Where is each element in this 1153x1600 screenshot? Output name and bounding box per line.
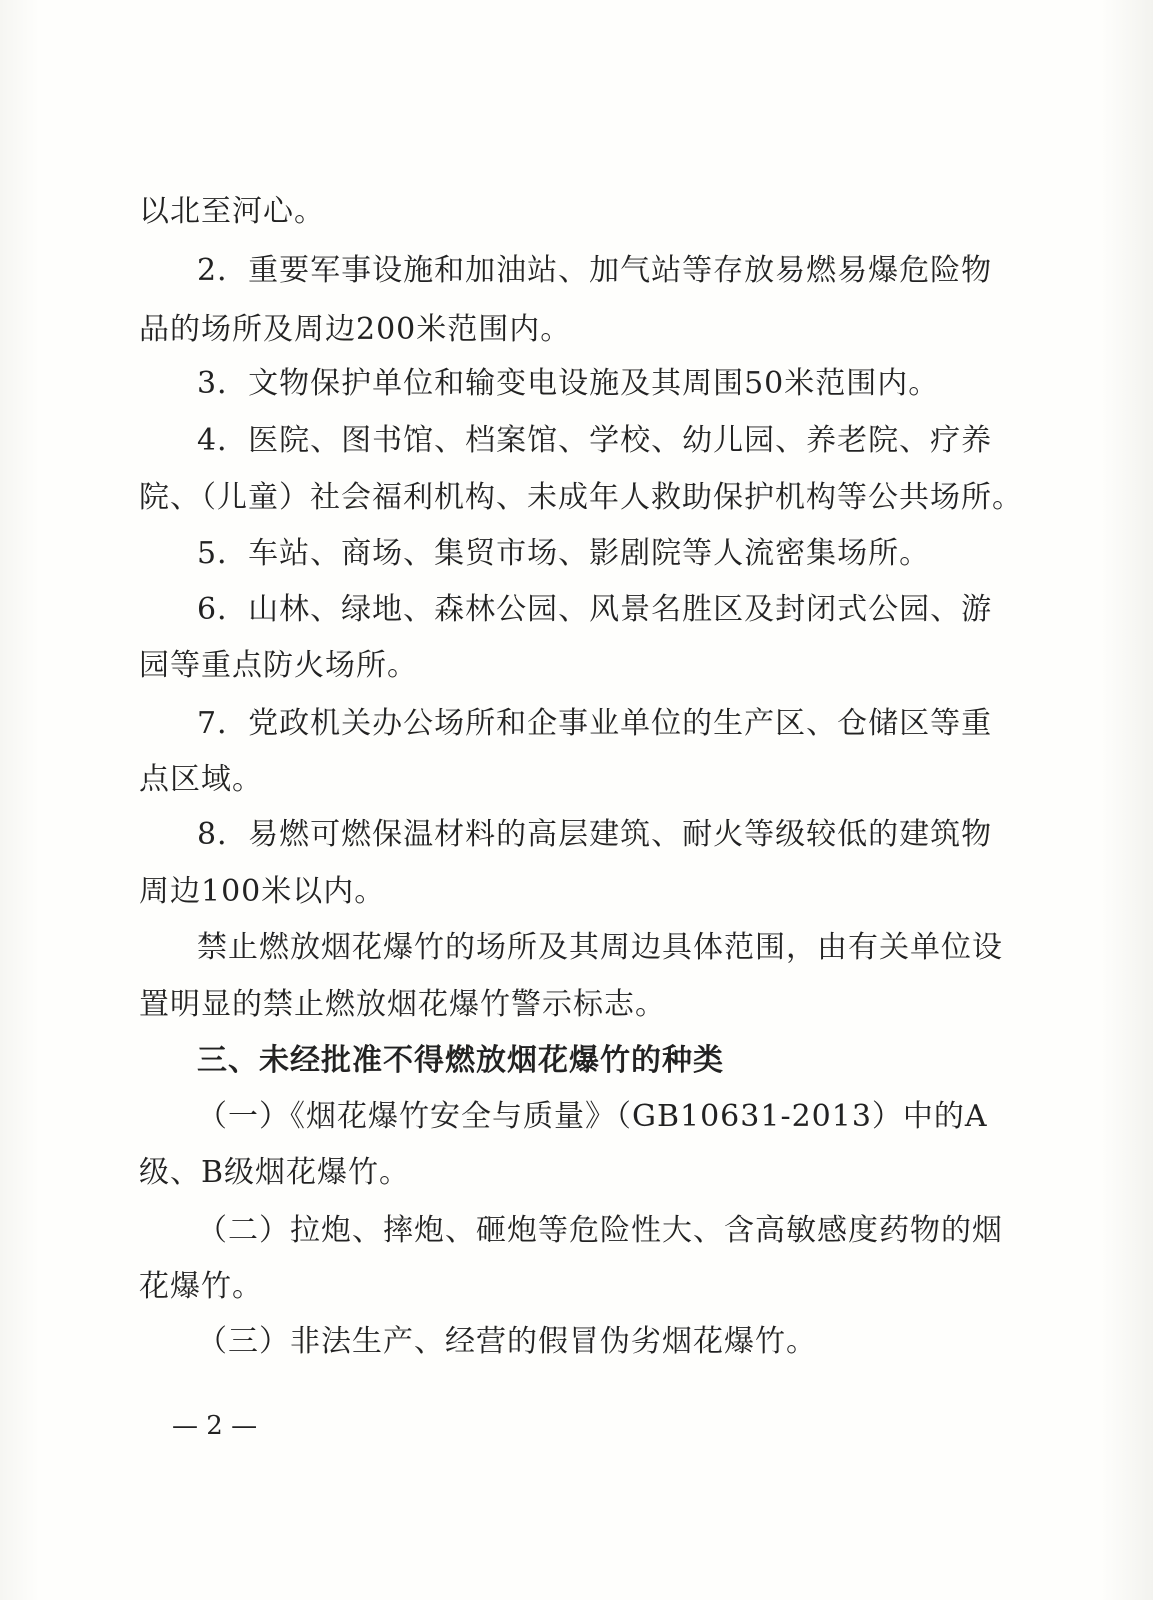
text-line: 2．重要军事设施和加油站、加气站等存放易燃易爆危险物 bbox=[197, 253, 993, 288]
text-line: 品的场所及周边200米范围内。 bbox=[139, 312, 572, 347]
text-line: 4．医院、图书馆、档案馆、学校、幼儿园、养老院、疗养 bbox=[197, 423, 993, 458]
text-line: 级、B级烟花爆竹。 bbox=[139, 1155, 411, 1190]
text-line: 周边100米以内。 bbox=[139, 874, 386, 909]
text-line: （三）非法生产、经营的假冒伪劣烟花爆竹。 bbox=[197, 1324, 817, 1359]
text-line: 以北至河心。 bbox=[139, 194, 325, 229]
text-line: 5．车站、商场、集贸市场、影剧院等人流密集场所。 bbox=[197, 536, 931, 571]
text-line: 7．党政机关办公场所和企事业单位的生产区、仓储区等重 bbox=[197, 706, 993, 741]
text-line: 置明显的禁止燃放烟花爆竹警示标志。 bbox=[139, 987, 666, 1022]
text-line: 禁止燃放烟花爆竹的场所及其周边具体范围，由有关单位设 bbox=[197, 930, 1003, 965]
text-line: 3．文物保护单位和输变电设施及其周围50米范围内。 bbox=[197, 366, 940, 401]
section-heading: 三、未经批准不得燃放烟花爆竹的种类 bbox=[197, 1043, 724, 1078]
text-line: 8．易燃可燃保温材料的高层建筑、耐火等级较低的建筑物 bbox=[197, 817, 993, 852]
text-line: 点区域。 bbox=[139, 762, 263, 797]
text-line: 6．山林、绿地、森林公园、风景名胜区及封闭式公园、游 bbox=[197, 592, 993, 627]
page-number: — 2 — bbox=[172, 1411, 258, 1441]
text-line: 花爆竹。 bbox=[139, 1269, 263, 1304]
text-line: 园等重点防火场所。 bbox=[139, 648, 418, 683]
text-line: （二）拉炮、摔炮、砸炮等危险性大、含高敏感度药物的烟 bbox=[197, 1213, 1003, 1248]
text-line: （一）《烟花爆竹安全与质量》（GB10631-2013）中的A bbox=[197, 1099, 988, 1134]
text-line: 院、（儿童）社会福利机构、未成年人救助保护机构等公共场所。 bbox=[139, 480, 1023, 515]
